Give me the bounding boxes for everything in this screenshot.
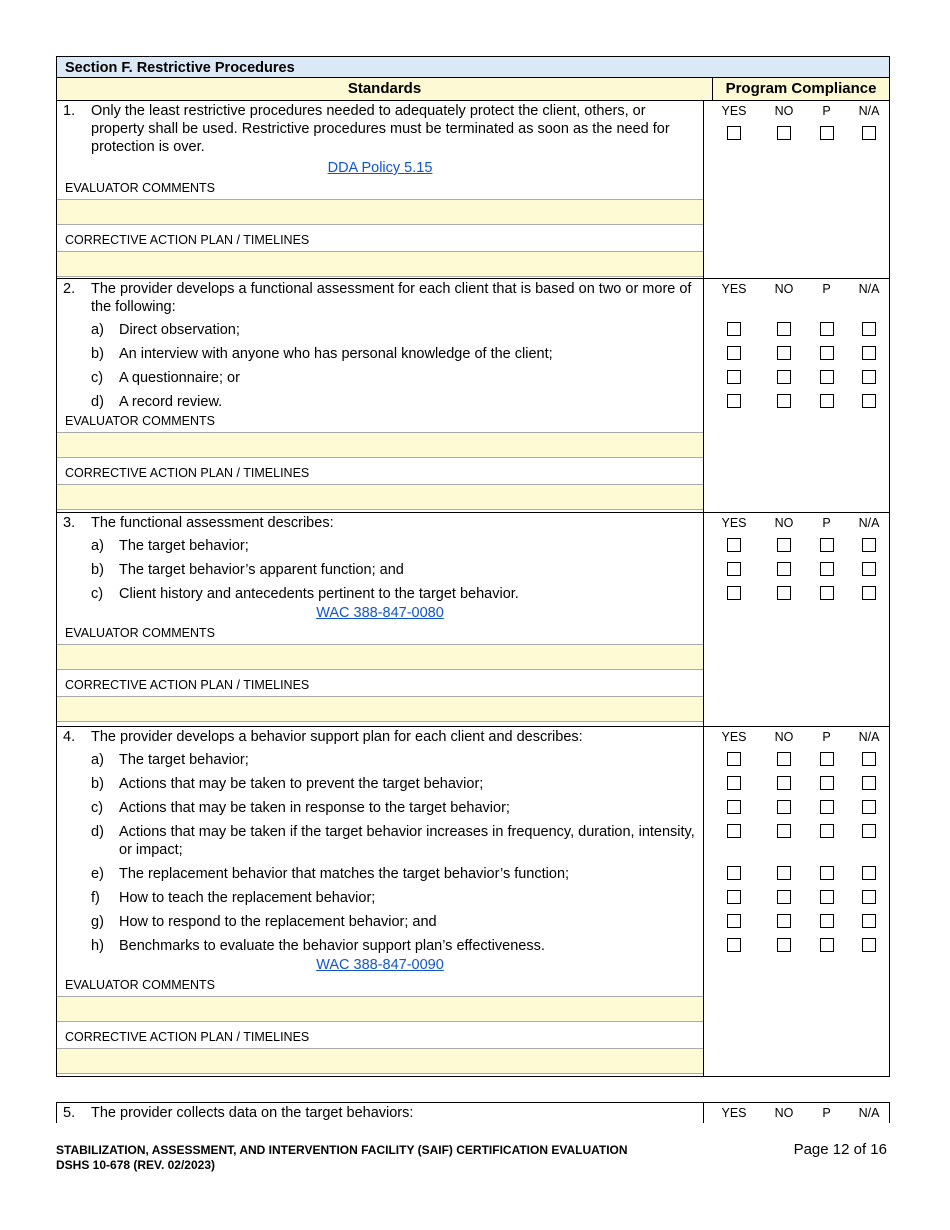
corrective-action-label: CORRECTIVE ACTION PLAN / TIMELINES (65, 466, 310, 480)
evaluator-comments-field[interactable] (57, 432, 703, 458)
partial-checkbox[interactable] (820, 346, 834, 360)
na-checkbox[interactable] (862, 866, 876, 880)
sub-item: c) Client history and antecedents pertinent to the target behavior. (91, 586, 519, 602)
partial-checkbox[interactable] (820, 394, 834, 408)
yes-checkbox[interactable] (727, 562, 741, 576)
no-checkbox[interactable] (777, 914, 791, 928)
item-text: The functional assessment describes: (91, 515, 334, 531)
yes-checkbox[interactable] (727, 370, 741, 384)
yes-checkbox[interactable] (727, 346, 741, 360)
form-id: DSHS 10-678 (REV. 02/2023) (56, 1158, 215, 1172)
wac-link[interactable]: WAC 388-847-0090 (316, 957, 444, 973)
item-number: 3. (63, 515, 76, 531)
standard-item-4: 4. The provider develops a behavior support plan for each client and describes: a) The target behavior; b) Actions that may be taken to prevent the target behavior; c) Actions that may be taken in response to the target behavior; d) Actions that may be taken if the target behavior increases in frequency, duration, intensity, or impact; e) The replacement behavior that matches the target behavior’s function; f) How to teach the replacement behavior; g) How to respond to the replacement behavior; and h) Benchmarks to evaluate the behavior support plan’s effectiveness. WAC 388-847-0090 EVALUATOR COMMENTS CORRECTIVE ACTION PLAN / TIMELINES YES NO P N/A (57, 727, 889, 1077)
page-number: Page 12 of 16 (793, 1141, 887, 1158)
footer-form-title (56, 1143, 628, 1173)
na-checkbox[interactable] (862, 126, 876, 140)
p-label: P (822, 104, 831, 118)
item-text: The provider collects data on the target behaviors: (91, 1105, 414, 1121)
yes-checkbox[interactable] (727, 824, 741, 838)
sub-item: h) Benchmarks to evaluate the behavior support plan’s effectiveness. (91, 938, 545, 954)
standard-item-5: 5. The provider collects data on the target behaviors: YES NO P N/A (56, 1102, 890, 1123)
no-checkbox[interactable] (777, 866, 791, 880)
yes-checkbox[interactable] (727, 866, 741, 880)
no-checkbox[interactable] (777, 586, 791, 600)
na-label: N/A (858, 104, 880, 118)
no-checkbox[interactable] (777, 776, 791, 790)
yes-checkbox[interactable] (727, 538, 741, 552)
item-number: 1. (63, 103, 76, 119)
na-checkbox[interactable] (862, 394, 876, 408)
sub-item: b) An interview with anyone who has personal knowledge of the client; (91, 346, 553, 362)
yes-checkbox[interactable] (727, 126, 741, 140)
yes-checkbox[interactable] (727, 776, 741, 790)
sub-item: a) The target behavior; (91, 752, 249, 768)
standard-item-3: 3. The functional assessment describes: a) The target behavior; b) The target behavior’s apparent function; and c) Client history and antecedents pertinent to the target behavior. WAC 388-847-0080 EVALUATOR COMMENTS CORRECTIVE ACTION PLAN / TIMELINES YES NO P N/A (57, 513, 889, 727)
item-number: 5. (63, 1105, 76, 1121)
yes-checkbox[interactable] (727, 938, 741, 952)
yes-checkbox[interactable] (727, 890, 741, 904)
sub-item: b) Actions that may be taken to prevent the target behavior; (91, 776, 484, 792)
standard-item-1 (57, 101, 889, 279)
item-text: Only the least restrictive procedures needed to adequately protect the client, others, or property shall be used. Restrictive procedures must be terminated as soon as the need for protection is over. (91, 103, 670, 155)
na-checkbox[interactable] (862, 776, 876, 790)
sub-item: a) The target behavior; (91, 538, 249, 554)
evaluator-comments-field[interactable] (57, 644, 703, 670)
yes-checkbox[interactable] (727, 800, 741, 814)
partial-checkbox[interactable] (820, 938, 834, 952)
partial-checkbox[interactable] (820, 890, 834, 904)
partial-checkbox[interactable] (820, 776, 834, 790)
evaluator-comments-label: EVALUATOR COMMENTS (65, 626, 216, 640)
na-checkbox[interactable] (862, 370, 876, 384)
na-checkbox[interactable] (862, 914, 876, 928)
no-checkbox[interactable] (777, 370, 791, 384)
corrective-action-label: CORRECTIVE ACTION PLAN / TIMELINES (65, 678, 310, 692)
standard-item-2: 2. The provider develops a functional assessment for each client that is based on two or more of the following: a) Direct observation; b) An interview with anyone who has personal knowledge of the client; c) A questionnaire; or d) A record review. EVALUATOR COMMENTS CORRECTIVE ACTION PLAN / TIMELINES YES NO P N/A (57, 279, 889, 513)
partial-checkbox[interactable] (820, 914, 834, 928)
no-checkbox[interactable] (777, 800, 791, 814)
na-checkbox[interactable] (862, 752, 876, 766)
restrictive-procedures-form (56, 56, 890, 1077)
corrective-action-label: CORRECTIVE ACTION PLAN / TIMELINES (65, 233, 310, 247)
item-number: 4. (63, 729, 76, 745)
no-label: NO (774, 104, 794, 118)
na-checkbox[interactable] (862, 824, 876, 838)
no-checkbox[interactable] (777, 824, 791, 838)
evaluator-comments-label: EVALUATOR COMMENTS (65, 181, 216, 195)
no-checkbox[interactable] (777, 538, 791, 552)
table-header (57, 78, 889, 101)
partial-checkbox[interactable] (820, 538, 834, 552)
no-checkbox[interactable] (777, 890, 791, 904)
sub-item: a) Direct observation; (91, 322, 240, 338)
partial-checkbox[interactable] (820, 586, 834, 600)
yes-checkbox[interactable] (727, 322, 741, 336)
corrective-action-field[interactable] (57, 1048, 703, 1074)
corrective-action-field[interactable] (57, 251, 703, 277)
na-checkbox[interactable] (862, 322, 876, 336)
evaluator-comments-field[interactable] (57, 996, 703, 1022)
sub-item: f) How to teach the replacement behavior; (91, 890, 376, 906)
partial-checkbox[interactable] (820, 866, 834, 880)
no-checkbox[interactable] (777, 938, 791, 952)
corrective-action-field[interactable] (57, 696, 703, 722)
partial-checkbox[interactable] (820, 322, 834, 336)
no-checkbox[interactable] (777, 752, 791, 766)
no-checkbox[interactable] (777, 126, 791, 140)
form-title: STABILIZATION, ASSESSMENT, AND INTERVENTION FACILITY (SAIF) CERTIFICATION EVALUATION (56, 1143, 628, 1157)
partial-checkbox[interactable] (820, 370, 834, 384)
item-text: The provider develops a functional assessment for each client that is based on two or more of the following: (91, 281, 692, 315)
item-number: 2. (63, 281, 76, 297)
sub-item: c) Actions that may be taken in response to the target behavior; (91, 800, 510, 816)
yes-checkbox[interactable] (727, 752, 741, 766)
evaluator-comments-label: EVALUATOR COMMENTS (65, 978, 216, 992)
yes-checkbox[interactable] (727, 586, 741, 600)
corrective-action-label: CORRECTIVE ACTION PLAN / TIMELINES (65, 1030, 310, 1044)
na-checkbox[interactable] (862, 800, 876, 814)
sub-item: g) How to respond to the replacement behavior; and (91, 914, 437, 930)
evaluator-comments-field[interactable] (57, 199, 703, 225)
section-title: Section F. Restrictive Procedures (57, 56, 889, 78)
partial-checkbox[interactable] (820, 752, 834, 766)
sub-item: b) The target behavior’s apparent function; and (91, 562, 404, 578)
no-checkbox[interactable] (777, 322, 791, 336)
partial-checkbox[interactable] (820, 824, 834, 838)
na-checkbox[interactable] (862, 890, 876, 904)
policy-link[interactable]: DDA Policy 5.15 (327, 160, 433, 176)
na-checkbox[interactable] (862, 346, 876, 360)
na-checkbox[interactable] (862, 538, 876, 552)
evaluator-comments-label: EVALUATOR COMMENTS (65, 414, 216, 428)
sub-item: d) Actions that may be taken if the target behavior increases in frequency, duration, intensity, or impact; (91, 824, 695, 858)
na-checkbox[interactable] (862, 938, 876, 952)
corrective-action-field[interactable] (57, 484, 703, 510)
na-checkbox[interactable] (862, 586, 876, 600)
item-text: The provider develops a behavior support plan for each client and describes: (91, 729, 583, 745)
no-checkbox[interactable] (777, 346, 791, 360)
program-compliance-header: Program Compliance (725, 80, 877, 97)
partial-checkbox[interactable] (820, 126, 834, 140)
yes-checkbox[interactable] (727, 914, 741, 928)
sub-item: e) The replacement behavior that matches the target behavior’s function; (91, 866, 570, 882)
na-checkbox[interactable] (862, 562, 876, 576)
no-checkbox[interactable] (777, 562, 791, 576)
partial-checkbox[interactable] (820, 562, 834, 576)
wac-link[interactable]: WAC 388-847-0080 (316, 605, 444, 621)
partial-checkbox[interactable] (820, 800, 834, 814)
sub-item: c) A questionnaire; or (91, 370, 240, 386)
yes-label: YES (721, 104, 747, 118)
no-checkbox[interactable] (777, 394, 791, 408)
standards-header: Standards (57, 78, 713, 100)
yes-checkbox[interactable] (727, 394, 741, 408)
sub-item: d) A record review. (91, 394, 223, 410)
